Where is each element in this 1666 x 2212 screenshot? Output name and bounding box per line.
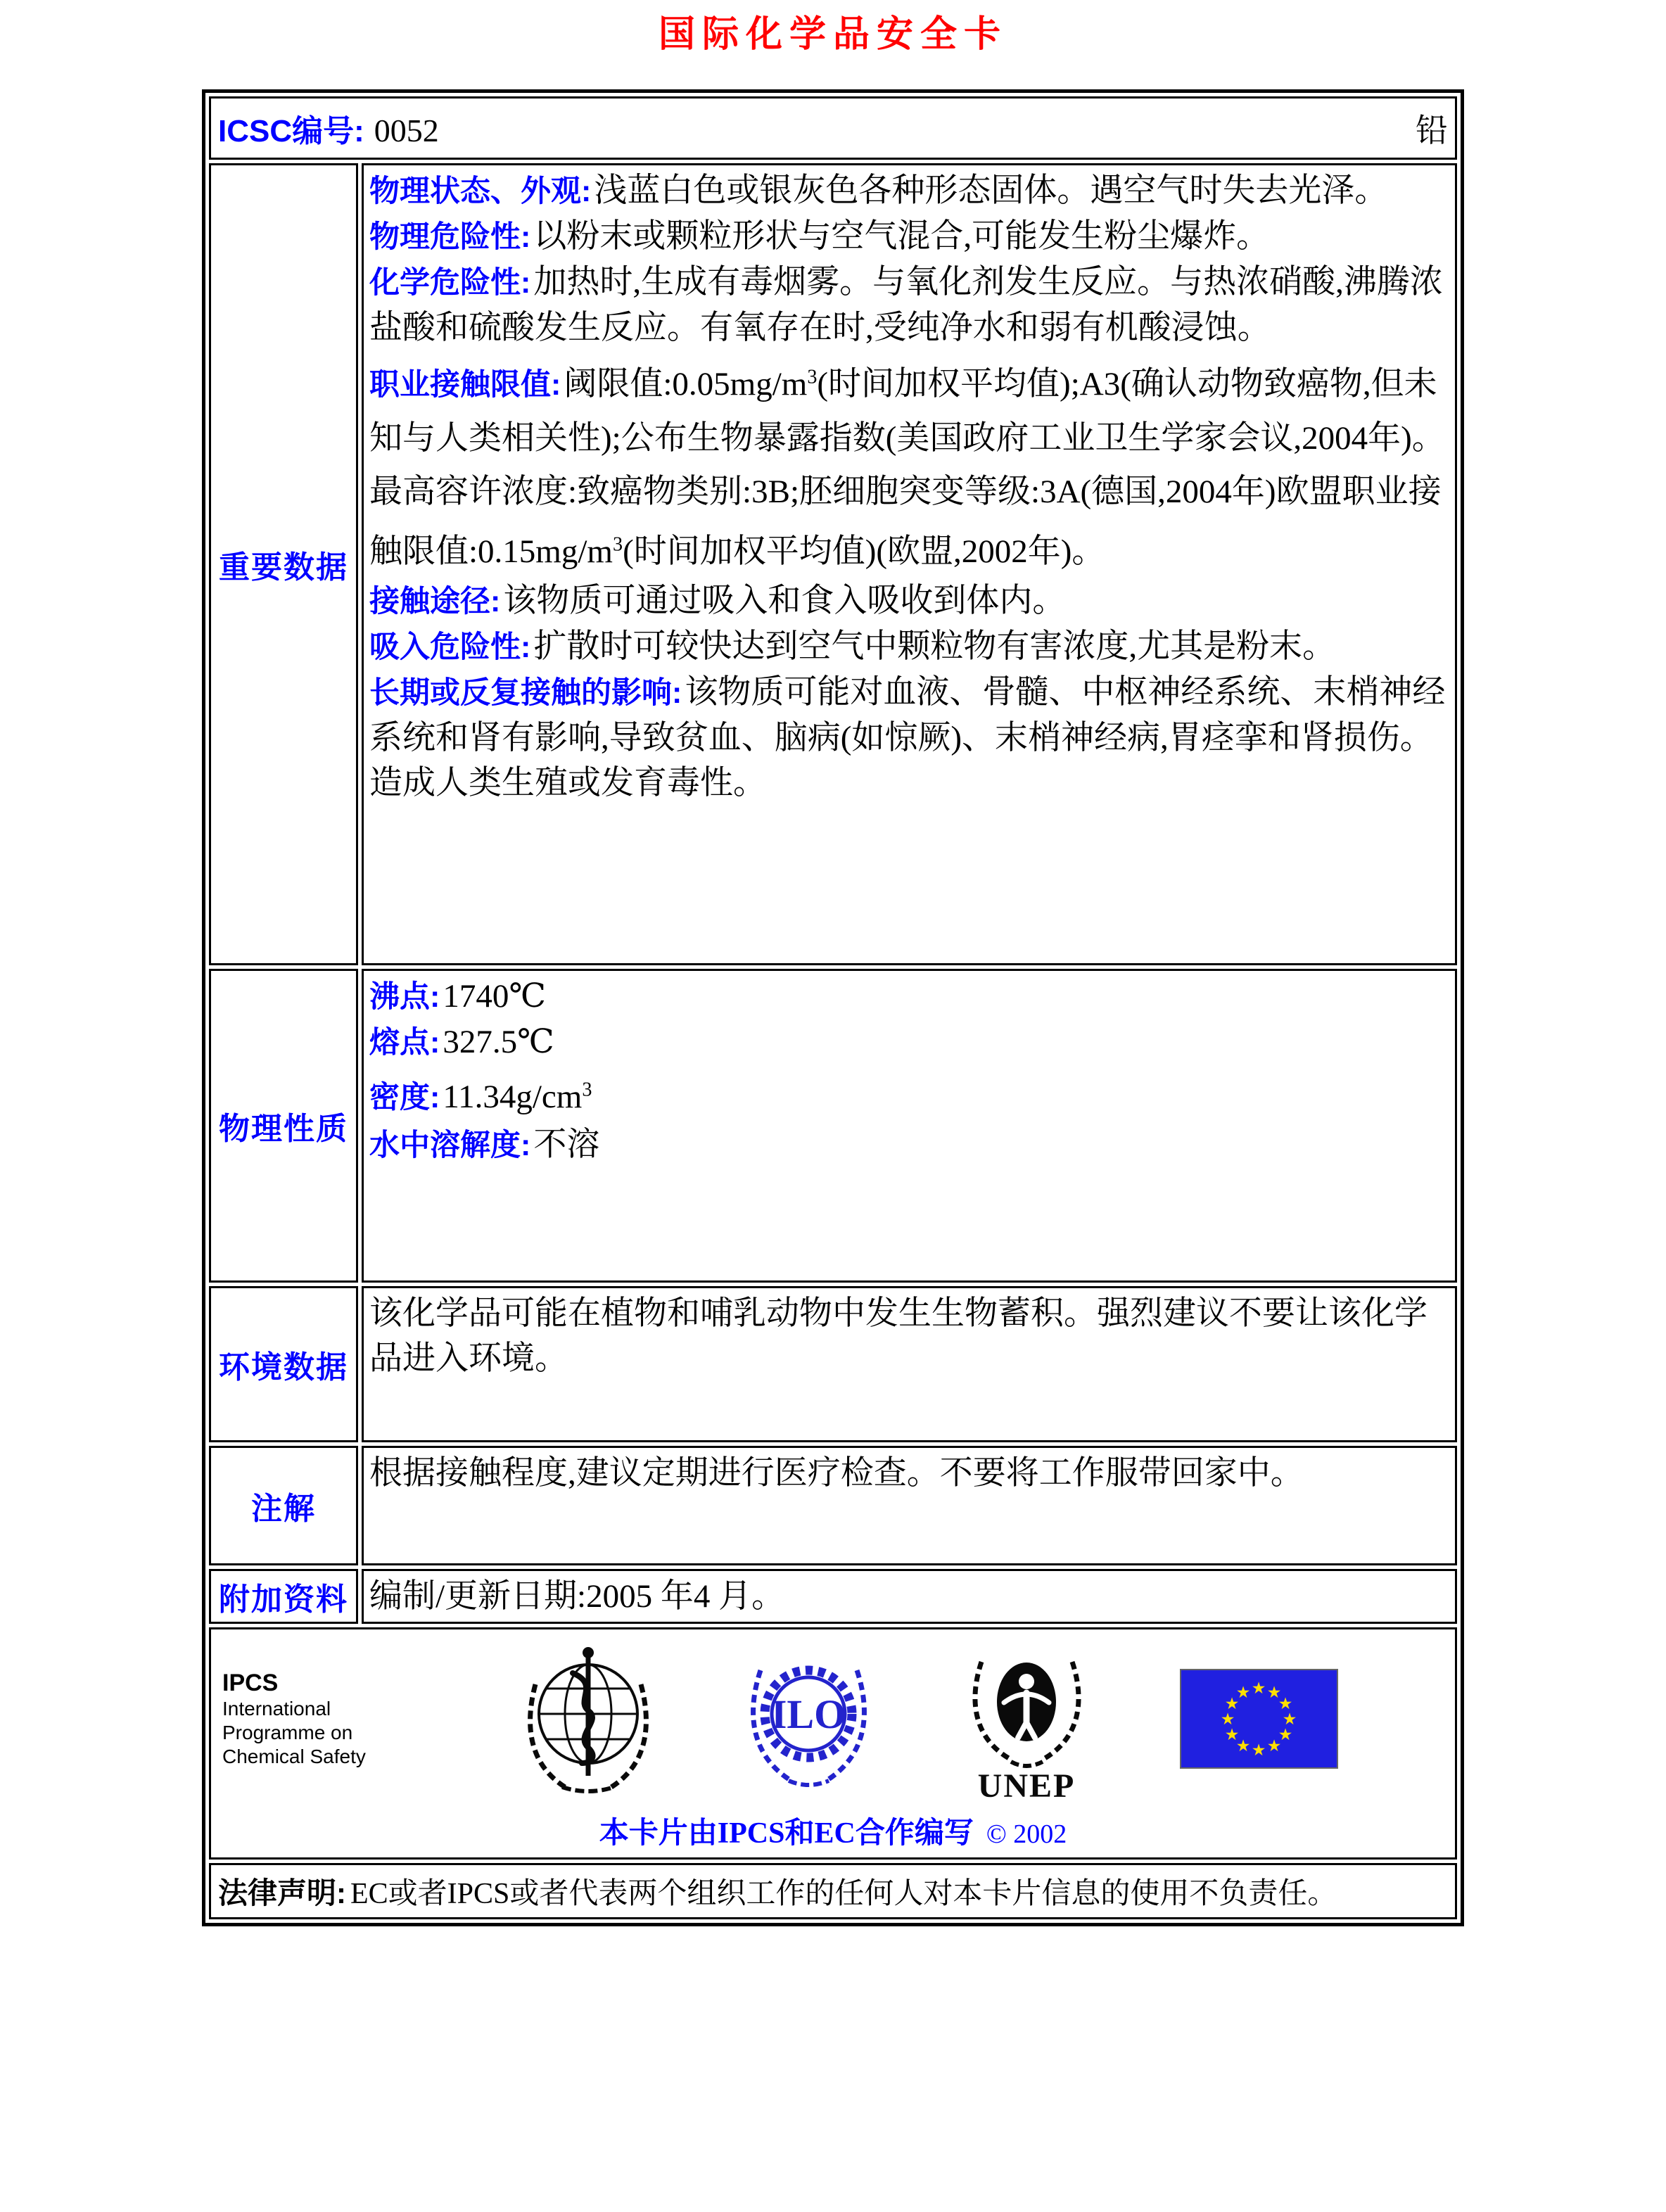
icsc-number-group	[218, 106, 439, 151]
svg-text:★: ★	[1235, 1684, 1251, 1701]
svg-text:★: ★	[1220, 1710, 1235, 1728]
physical-properties-content	[362, 969, 1457, 1283]
who-logo-icon	[521, 1644, 655, 1795]
ilo-logo-icon	[744, 1645, 874, 1793]
unep-logo-icon	[962, 1635, 1092, 1803]
additional-info-row	[209, 1569, 1457, 1624]
svg-text:★: ★	[1224, 1695, 1240, 1712]
physical-properties-row	[209, 969, 1457, 1283]
melting-point-item: 熔点:327.5℃	[369, 1024, 554, 1060]
notes-content: 根据接触程度,建议定期进行医疗检查。不要将工作服带回家中。	[362, 1446, 1457, 1565]
copyright-text: © 2002	[986, 1819, 1067, 1849]
water-solubility-item: 水中溶解度:不溶	[369, 1126, 600, 1163]
row-label-environmental-data: 环境数据	[209, 1286, 358, 1442]
svg-text:★: ★	[1278, 1726, 1293, 1743]
svg-text:★: ★	[1251, 1679, 1266, 1697]
svg-text:★: ★	[1266, 1737, 1282, 1755]
svg-text:★: ★	[1266, 1684, 1282, 1701]
density-item: 密度$:11.34g/cm^3$	[369, 1078, 592, 1115]
boiling-point-item: 沸点:1740℃	[369, 978, 546, 1015]
additional-info-content: 编制/更新日期:2005 年4 月。	[362, 1569, 1457, 1624]
environmental-data-content: 该化学品可能在植物和哺乳动物中发生生物蓄积。强烈建议不要让该化学品进入环境。	[362, 1286, 1457, 1442]
icsc-number-label: ICSC编号:	[218, 114, 364, 148]
row-label-important-data: 重要数据	[209, 163, 358, 965]
inhalation-risk-item: 吸入危险性:扩散时可较快达到空气中颗粒物有害浓度,尤其是粉末。	[369, 628, 1336, 666]
icsc-number-value: 0052	[374, 113, 439, 148]
legal-text: EC或者IPCS或者代表两个组织工作的任何人对本卡片信息的使用不负责任。	[350, 1878, 1337, 1910]
svg-text:★: ★	[1235, 1737, 1251, 1755]
svg-text:★: ★	[1251, 1741, 1266, 1759]
svg-text:★: ★	[1282, 1710, 1297, 1728]
svg-text:★: ★	[1224, 1726, 1240, 1743]
header-row	[209, 96, 1457, 160]
eu-flag-icon	[1180, 1669, 1338, 1769]
legal-cell	[209, 1863, 1457, 1919]
icsc-card-table	[202, 89, 1464, 1926]
header-cell	[209, 96, 1457, 160]
physical-hazard-item: 物理危险性:以粉末或颗粒形状与空气混合,可能发生粉尘爆炸。	[369, 218, 1270, 255]
important-data-row	[209, 163, 1457, 965]
ipcs-title: IPCS	[222, 1670, 279, 1696]
svg-text:★: ★	[1278, 1695, 1293, 1712]
exposure-route-item: 接触途径:该物质可通过吸入和食入吸收到体内。	[369, 583, 1066, 620]
ipcs-text-block: IPCS International Programme on Chemical Safety	[222, 1669, 433, 1769]
important-data-content	[362, 163, 1457, 965]
chemical-hazard-item: 化学危险性:加热时,生成有毒烟雾。与氧化剂发生反应。与热浓硝酸,沸腾浓盐酸和硫酸发生反应。有氧存在时,受纯净水和弱有机酸浸蚀。	[369, 264, 1443, 346]
row-label-physical-properties: 物理性质	[209, 969, 358, 1283]
environmental-data-row	[209, 1286, 1457, 1442]
row-label-notes: 注解	[209, 1446, 358, 1565]
svg-text:ILO: ILO	[770, 1691, 846, 1737]
logos-row	[209, 1627, 1457, 1860]
legal-row	[209, 1863, 1457, 1919]
chemical-name: 铅	[1416, 113, 1448, 148]
svg-text:UNEP: UNEP	[977, 1767, 1076, 1803]
logos-cell	[209, 1627, 1457, 1860]
exposure-limit-item: 职业接触限值:阈限值$:0.05mg/m^3$(时间加权平均值);A3(确认动物致癌物,但未知与人类相关性);公布生物暴露指数(美国政府工业卫生学家会议,2004年)。最高容许浓度:致癌物类别:3B;胚细胞突变等级:3A(德国,2004年)欧盟职业接触限值$:0.15mg/m^3$(时间加权平均值)(欧盟,2002年)。	[369, 365, 1445, 571]
row-label-additional-info: 附加资料	[209, 1569, 358, 1624]
physical-state-item: 物理状态、外观:浅蓝白色或银灰色各种形态固体。遇空气时失去光泽。	[369, 172, 1388, 209]
cooperation-caption: 本卡片由IPCS和EC合作编写 © 2002	[599, 1817, 1067, 1850]
page-title: 国际化学品安全卡	[658, 14, 1007, 55]
legal-label: 法律声明:	[218, 1876, 346, 1909]
long-term-effect-item: 长期或反复接触的影响:该物质可能对血液、骨髓、中枢神经系统、末梢神经系统和肾有影响,导致贫血、脑病(如惊厥)、末梢神经病,胃痉挛和肾损伤。造成人类生殖或发育毒性。	[369, 674, 1446, 802]
notes-row	[209, 1446, 1457, 1565]
